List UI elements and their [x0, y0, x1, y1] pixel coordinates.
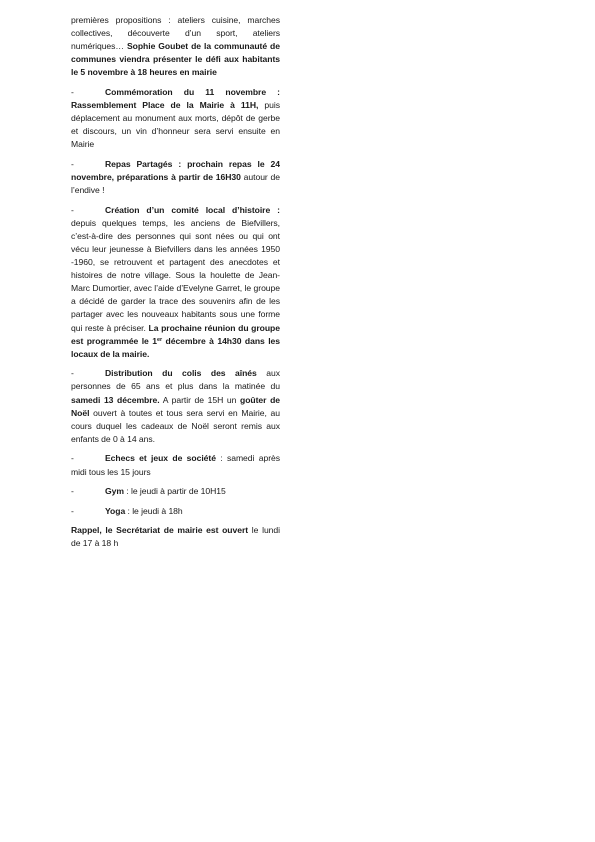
item-title: Commémoration du 11 novembre :: [105, 86, 280, 97]
item-gym: [71, 485, 280, 498]
item-superscript: er: [156, 336, 163, 343]
item-yoga: [71, 505, 280, 518]
intro-bold-text: Sophie Goubet de la communauté de communes viendra présenter le défi aux habitants le 5 novembre à 18 heures en mairie: [71, 41, 280, 78]
item-title: Création d’un comité local d’histoire :: [105, 204, 280, 215]
item-colis-aines: [71, 367, 280, 446]
intro-paragraph: [71, 14, 280, 79]
item-text-2: A partir de 15H un: [159, 394, 240, 405]
item-title: Yoga: [105, 505, 126, 516]
item-bold-lead: Rassemblement Place de la Mairie à 11H,: [71, 100, 259, 111]
bullet-dash: -: [71, 505, 74, 516]
item-bold-tail: La prochaine réunion du groupe est programmée le 1: [71, 322, 280, 346]
item-text: autour de l’endive !: [71, 172, 281, 196]
item-repas-partages: [71, 158, 280, 197]
bullet-dash: -: [71, 86, 74, 97]
item-text: : samedi après midi tous les 15 jours: [71, 453, 280, 477]
item-text-3: ouvert à toutes et tous sera servi en Mairie, au cours duquel les cadeaux de Noël seront remis aux enfants de 0 à 14 ans.: [71, 407, 280, 444]
bullet-dash: -: [71, 453, 74, 464]
item-title: Repas Partagés :: [105, 158, 182, 169]
item-comite-histoire: [71, 204, 280, 361]
bullet-dash: -: [71, 204, 74, 215]
closing-text: le lundi de 17 à 18 h: [71, 525, 280, 549]
item-title: Echecs et jeux de société: [105, 453, 216, 464]
item-text: depuis quelques temps, les anciens de Biefvillers, c’est-à-dire des personnes qui sont nées ou qui ont vécu leur jeunesse à Biefvillers dans les années 1950 -1960, se retrouvent et partagent des anecdotes et histoires de notre village. Sous la houlette de Jean-Marc Dumortier, avec l’aide d’Evelyne Garret, le groupe a décidé de garder la trace des souvenirs afin de les partager avec les nouveaux habitants sous une forme qui reste à préciser.: [71, 217, 280, 333]
closing-bold-text: Rappel, le Secrétariat de mairie est ouvert: [71, 525, 249, 536]
intro-text: premières propositions : ateliers cuisine, marches collectives, découverte d’un sport, ateliers numériques…: [71, 15, 280, 52]
bullet-dash: -: [71, 368, 74, 379]
item-text: aux personnes de 65 ans et plus dans la matinée du: [71, 368, 280, 392]
item-bold-tail-end: décembre à 14h30 dans les locaux de la mairie.: [71, 335, 280, 359]
item-bold-date: samedi 13 décembre.: [71, 394, 160, 405]
item-echecs: [71, 452, 280, 478]
item-bold-gouter: goûter de Noël: [71, 394, 281, 418]
bullet-dash: -: [71, 158, 74, 169]
item-title: Gym: [105, 486, 124, 497]
bullet-dash: -: [71, 486, 74, 497]
text-column: [71, 14, 280, 557]
item-title: Distribution du colis des aînés: [105, 368, 257, 379]
item-text: puis déplacement au monument aux morts, dépôt de gerbe et discours, un vin d’honneur sera servi ensuite en Mairie: [71, 100, 280, 150]
closing-paragraph: [71, 524, 280, 550]
item-bold-lead: prochain repas le 24 novembre, préparations à partir de 16H30: [71, 158, 280, 183]
item-text: : le jeudi à partir de 10H15: [123, 486, 226, 497]
item-commemoration: [71, 86, 280, 151]
item-text: : le jeudi à 18h: [125, 505, 183, 516]
